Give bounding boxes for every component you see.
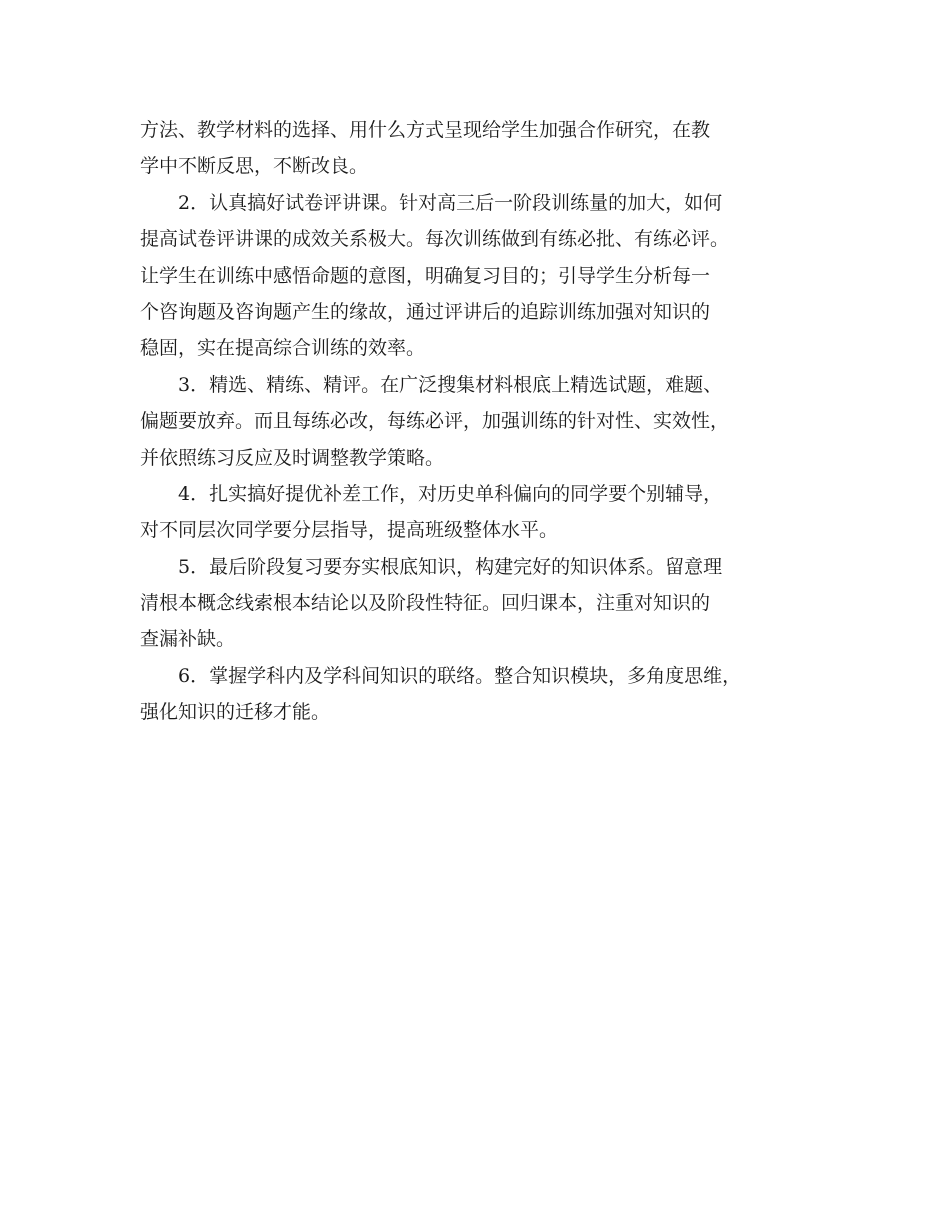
text-line-8: 3．精选、精练、精评。在广泛搜集材料根底上精选试题，难题、 — [178, 373, 723, 396]
text-line-7: 稳固，实在提高综合训练的效率。 — [140, 337, 426, 360]
text-line-17: 强化知识的迁移才能。 — [140, 701, 331, 724]
text-line-6: 个咨询题及咨询题产生的缘故，通过评讲后的追踪训练加强对知识的 — [140, 300, 711, 323]
text-line-13: 5．最后阶段复习要夯实根底知识，构建完好的知识体系。留意理 — [178, 555, 723, 578]
text-line-14: 清根本概念线索根本结论以及阶段性特征。回归课本，注重对知识的 — [140, 592, 711, 615]
document-body — [140, 112, 830, 731]
text-line-15: 查漏补缺。 — [140, 628, 236, 651]
text-line-16: 6．掌握学科内及学科间知识的联络。整合知识模块，多角度思维， — [178, 664, 742, 687]
text-line-9: 偏题要放弃。而且每练必改，每练必评，加强训练的针对性、实效性， — [140, 410, 730, 433]
text-line-4: 提高试卷评讲课的成效关系极大。每次训练做到有练必批、有练必评。 — [140, 228, 730, 251]
text-line-5: 让学生在训练中感悟命题的意图，明确复习目的；引导学生分析每一 — [140, 264, 711, 287]
text-line-2: 学中不断反思，不断改良。 — [140, 155, 369, 178]
text-line-10: 并依照练习反应及时调整教学策略。 — [140, 446, 445, 469]
text-line-3: 2．认真搞好试卷评讲课。针对高三后一阶段训练量的加大，如何 — [178, 191, 723, 214]
text-line-11: 4．扎实搞好提优补差工作，对历史单科偏向的同学要个别辅导， — [178, 482, 723, 505]
text-line-1: 方法、教学材料的选择、用什么方式呈现给学生加强合作研究，在教 — [140, 119, 711, 141]
text-line-12: 对不同层次同学要分层指导，提高班级整体水平。 — [140, 519, 559, 542]
